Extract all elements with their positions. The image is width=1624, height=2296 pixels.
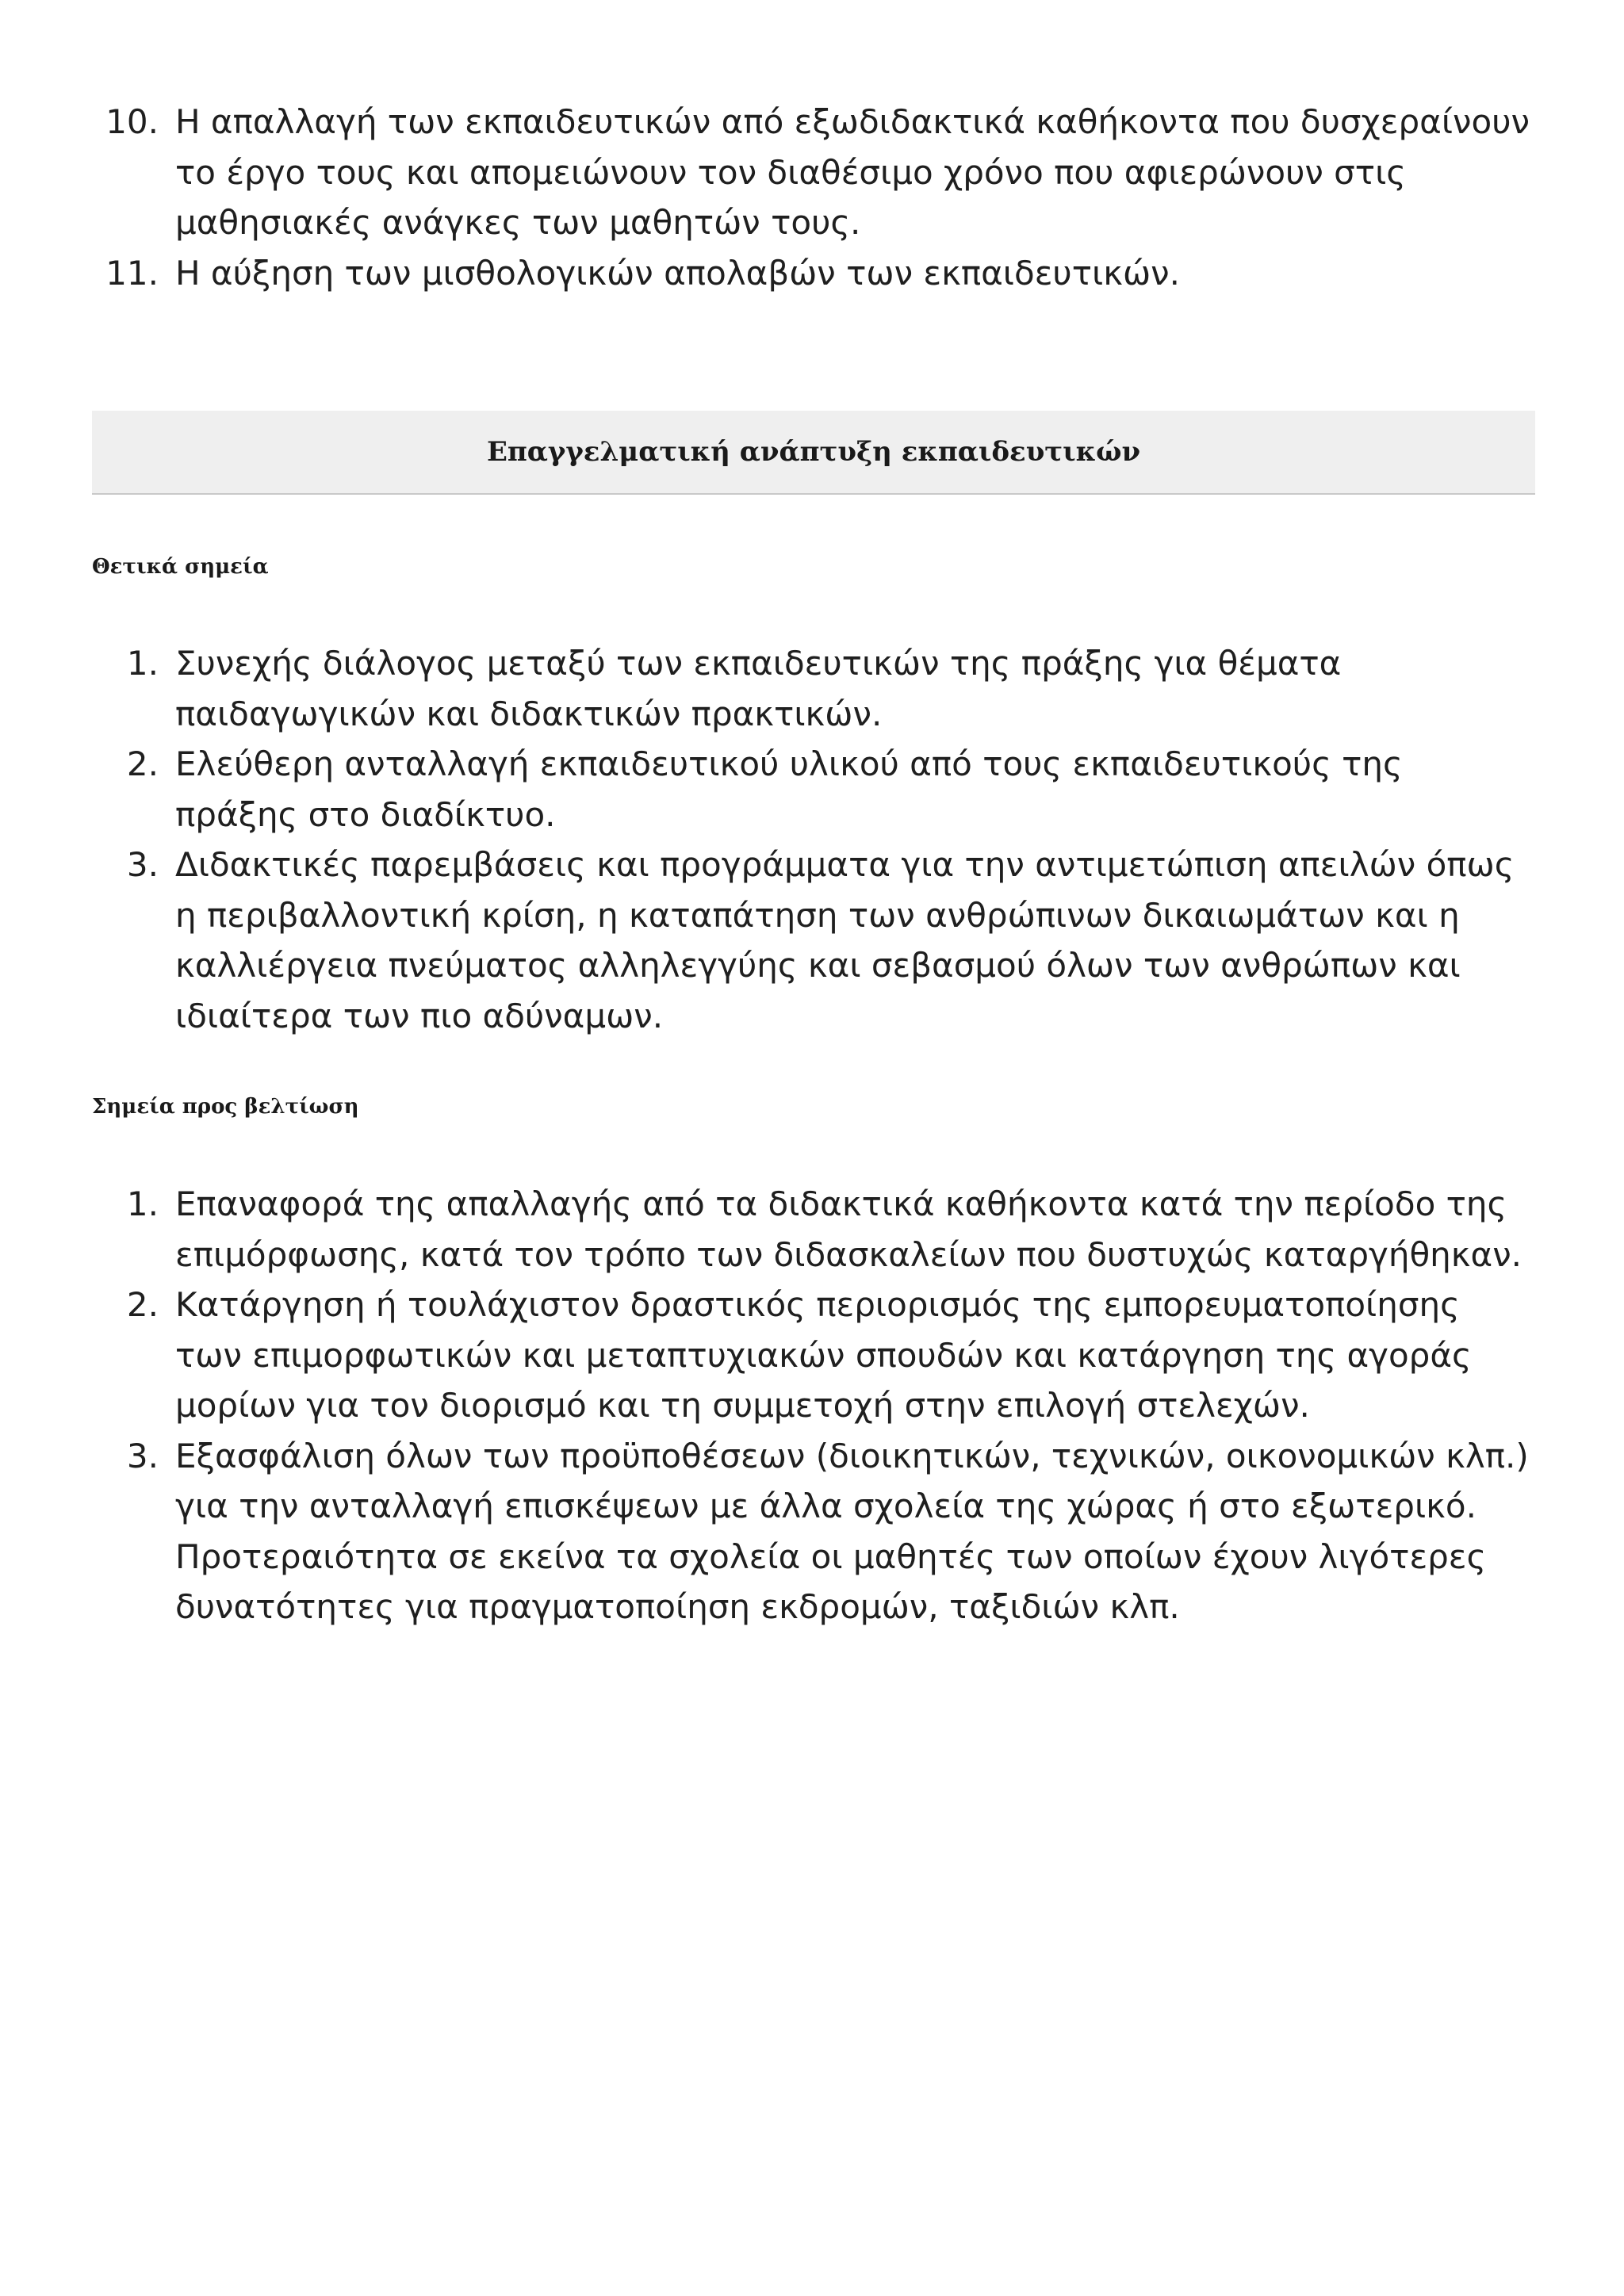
list-text: Η αύξηση των μισθολογικών απολαβών των εκπαιδευτικών. [175, 253, 1180, 293]
list-number: 3. [126, 845, 159, 884]
list-number: 2. [126, 1285, 159, 1324]
list-text: Εξασφάλιση όλων των προϋποθέσεων (διοικητικών, τεχνικών, οικονομικών κλπ.) για την ανταλλαγή επισκέψεων με άλλα σχολεία της χώρας ή στο εξωτερικό. Προτεραιότητα σε εκείνα τα σχολεία οι μαθητές των οποίων έχουν λιγότερες δυνατότητες για πραγματοποίηση εκδρομών, ταξιδιών κλπ. [175, 1436, 1529, 1626]
list-number: 3. [126, 1436, 159, 1475]
list-text: Ελεύθερη ανταλλαγή εκπαιδευτικού υλικού από τους εκπαιδευτικούς της πράξης στο διαδίκτυο. [175, 744, 1403, 834]
positive-points-heading: Θετικά σημεία [92, 555, 269, 579]
positive-points-list [92, 638, 1535, 1041]
list-number: 2. [126, 744, 159, 783]
list-text: Συνεχής διάλογος μεταξύ των εκπαιδευτικών της πράξης για θέματα παιδαγωγικών και διδακτικών πρακτικών. [175, 644, 1342, 733]
list-number: 10. [105, 102, 159, 141]
list-text: Διδακτικές παρεμβάσεις και προγράμματα για την αντιμετώπιση απειλών όπως η περιβαλλοντική κρίση, η καταπάτηση των ανθρώπινων δικαιωμάτων και η καλλιέργεια πνεύματος αλληλεγγύης και σεβασμού όλων των ανθρώπων και ιδιαίτερα των πιο αδύναμων. [175, 845, 1515, 1035]
improvement-points-list [92, 1179, 1535, 1632]
list-item [92, 248, 1535, 299]
list-item [92, 840, 1535, 1041]
list-number: 11. [105, 253, 159, 293]
section-header [92, 411, 1535, 495]
section-title: Επαγγελματική ανάπτυξη εκπαιδευτικών [486, 436, 1141, 468]
list-item [92, 1431, 1535, 1632]
improvement-points-heading: Σημεία προς βελτίωση [92, 1095, 359, 1119]
list-text: Η απαλλαγή των εκπαιδευτικών από εξωδιδακτικά καθήκοντα που δυσχεραίνουν το έργο τους και απομειώνουν τον διαθέσιμο χρόνο που αφιερώνουν στις μαθησιακές ανάγκες των μαθητών τους. [175, 102, 1530, 242]
list-item [92, 739, 1535, 840]
list-text: Επαναφορά της απαλλαγής από τα διδακτικά καθήκοντα κατά την περίοδο της επιμόρφωσης, κατά τον τρόπο των διδασκαλείων που δυστυχώς καταργήθηκαν. [175, 1184, 1522, 1274]
list-item [92, 1179, 1535, 1280]
list-item [92, 97, 1535, 248]
list-text: Κατάργηση ή τουλάχιστον δραστικός περιορισμός της εμπορευματοποίησης των επιμορφωτικών και μεταπτυχιακών σπουδών και κατάργηση της αγοράς μορίων για τον διορισμό και τη συμμετοχή στην επιλογή στελεχών. [175, 1285, 1472, 1425]
list-number: 1. [126, 1184, 159, 1223]
list-item [92, 1280, 1535, 1431]
continued-list [92, 97, 1535, 298]
list-item [92, 638, 1535, 739]
list-number: 1. [126, 644, 159, 683]
